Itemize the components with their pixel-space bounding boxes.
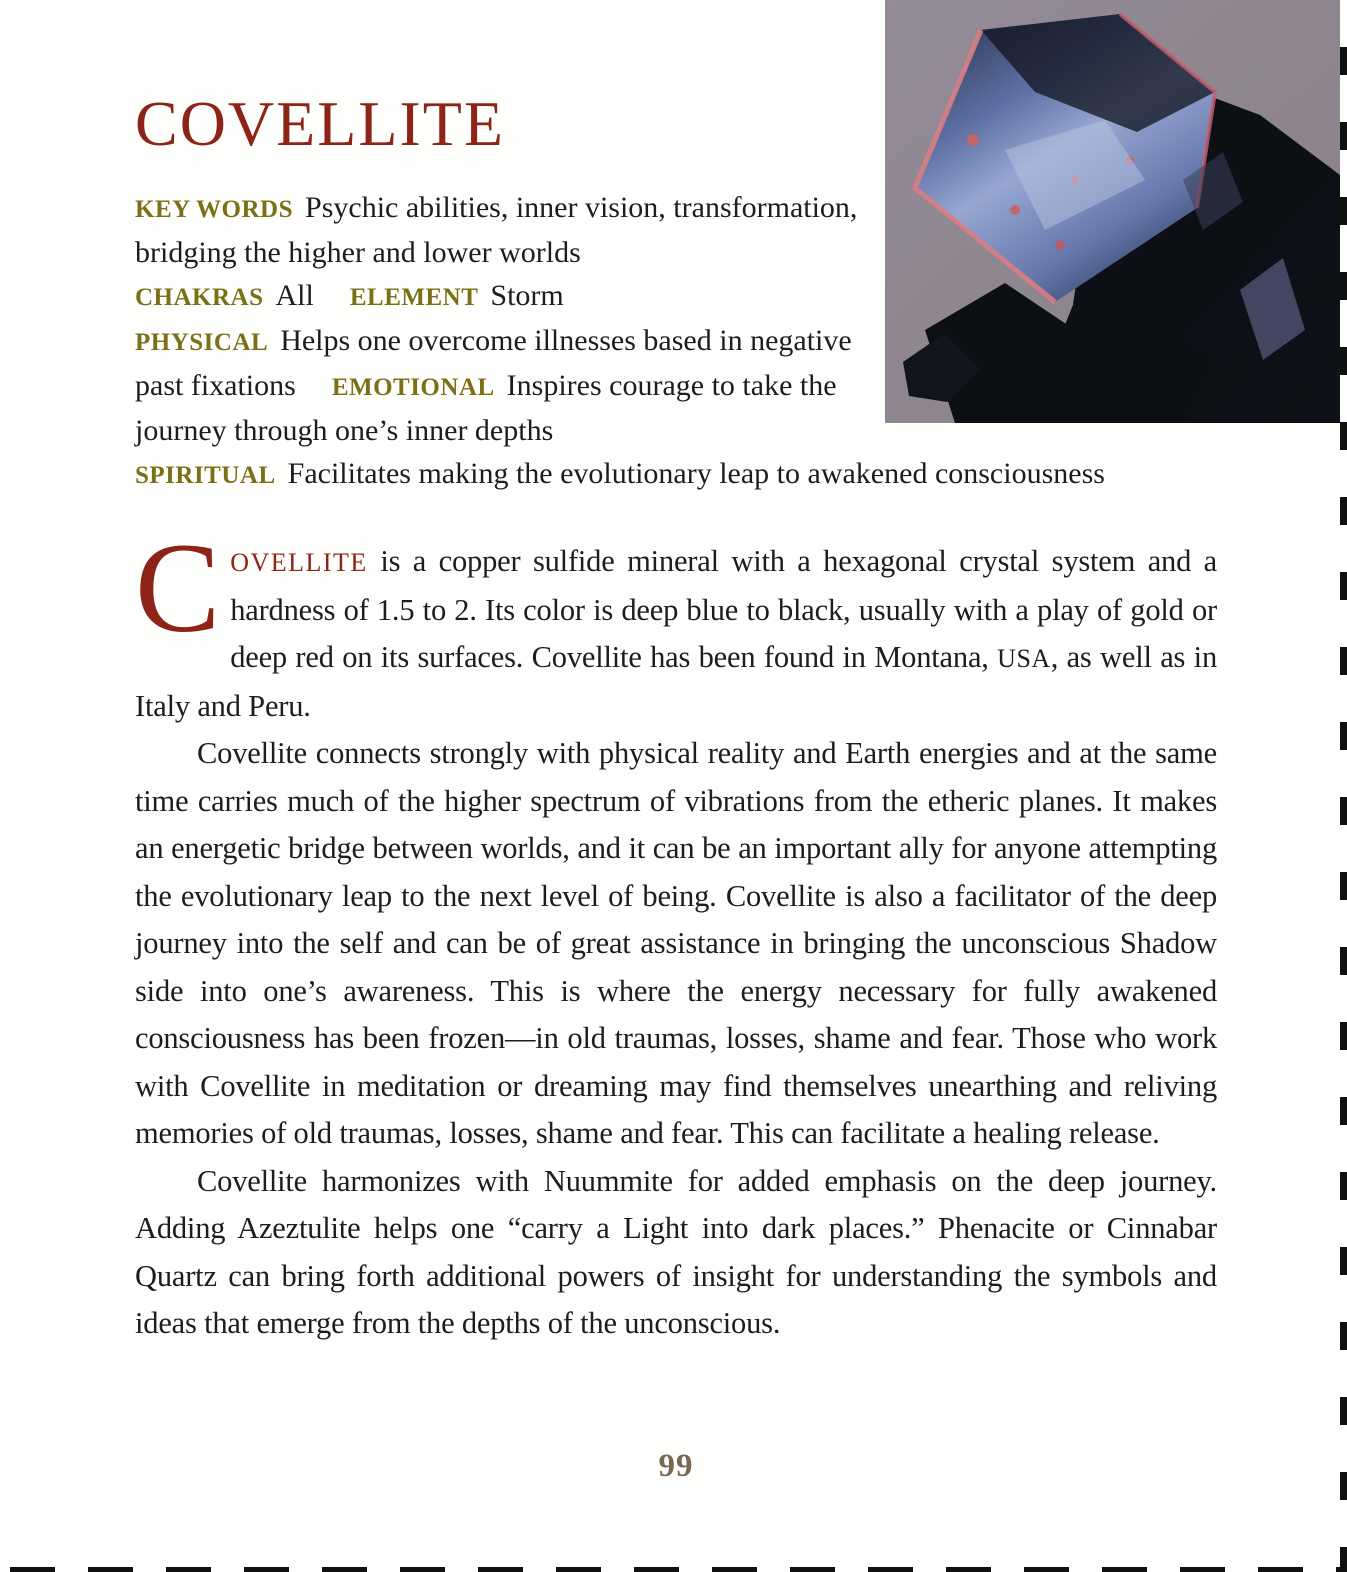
- paragraph-1-text-end: , as well as in Italy and Peru.: [135, 640, 1217, 723]
- property-value-keywords: Psychic abilities, inner vision, transformation, bridging the higher and lower worlds: [135, 191, 858, 269]
- paragraph-1: [135, 517, 1217, 730]
- dropcap-c: C: [135, 517, 221, 659]
- property-value-element: Storm: [490, 279, 564, 312]
- registration-marks-bottom: [0, 1567, 1347, 1572]
- property-row-spiritual: [135, 452, 1221, 497]
- covellite-photo: [885, 0, 1340, 423]
- property-value-emotional: Inspires courage to take the journey through one’s inner depths: [135, 369, 837, 447]
- usa-smallcaps: USA: [997, 644, 1051, 673]
- registration-marks-right: [1340, 0, 1347, 1572]
- red-speckle: [967, 134, 979, 146]
- property-label-keywords: KEY WORDS: [135, 196, 294, 223]
- property-value-chakras: All: [275, 279, 314, 312]
- red-speckle: [1010, 205, 1020, 215]
- paragraph-1-text: is a copper sulfide mineral with a hexagonal crystal system and a hardness of 1.5 to 2. Its color is deep blue to black, usually with a play of gold or deep red on its surfaces. Covellite has been found in Montana,: [230, 544, 1217, 674]
- property-row-keywords: [135, 186, 859, 274]
- property-value-physical: Helps one overcome illnesses based in negative past fixations: [135, 324, 852, 402]
- property-value-spiritual: Facilitates making the evolutionary leap to awakened consciousness: [287, 457, 1105, 490]
- page-number: 99: [658, 1448, 694, 1484]
- paragraph-3: Covellite harmonizes with Nuummite for added emphasis on the deep journey. Adding Azeztulite helps one “carry a Light into dark places.” Phenacite or Cinnabar Quartz can bring forth additional powers of insight for understanding the symbols and ideas that emerge from the depths of the unconscious.: [135, 1163, 1217, 1340]
- property-label-chakras: CHAKRAS: [135, 284, 264, 311]
- property-label-spiritual: SPIRITUAL: [135, 462, 276, 489]
- property-label-emotional: EMOTIONAL: [331, 374, 495, 401]
- property-label-physical: PHYSICAL: [135, 329, 269, 356]
- lead-smallcaps: OVELLITE: [230, 548, 368, 577]
- body-text: [135, 517, 1217, 1348]
- paragraph-2: Covellite connects strongly with physical reality and Earth energies and at the same time carries much of the higher spectrum of vibrations from the etheric planes. It makes an energetic bridge between worlds, and it can be an important ally for anyone attempting the evolutionary leap to the next level of being. Covellite is also a facilitator of the deep journey into the self and can be of great assistance in bringing the unconscious Shadow side into one’s awareness. This is where the energy necessary for fully awakened consciousness has been frozen—in old traumas, losses, shame and fear. Those who work with Covellite in meditation or dreaming may find themselves unearthing and reliving memories of old traumas, losses, shame and fear. This can facilitate a healing release.: [135, 736, 1217, 1150]
- page-title: COVELLITE: [135, 88, 505, 159]
- property-row-physical-emotional: [135, 319, 859, 452]
- property-label-element: ELEMENT: [349, 284, 479, 311]
- red-speckle: [1055, 240, 1065, 250]
- property-row-chakras-element: [135, 274, 859, 319]
